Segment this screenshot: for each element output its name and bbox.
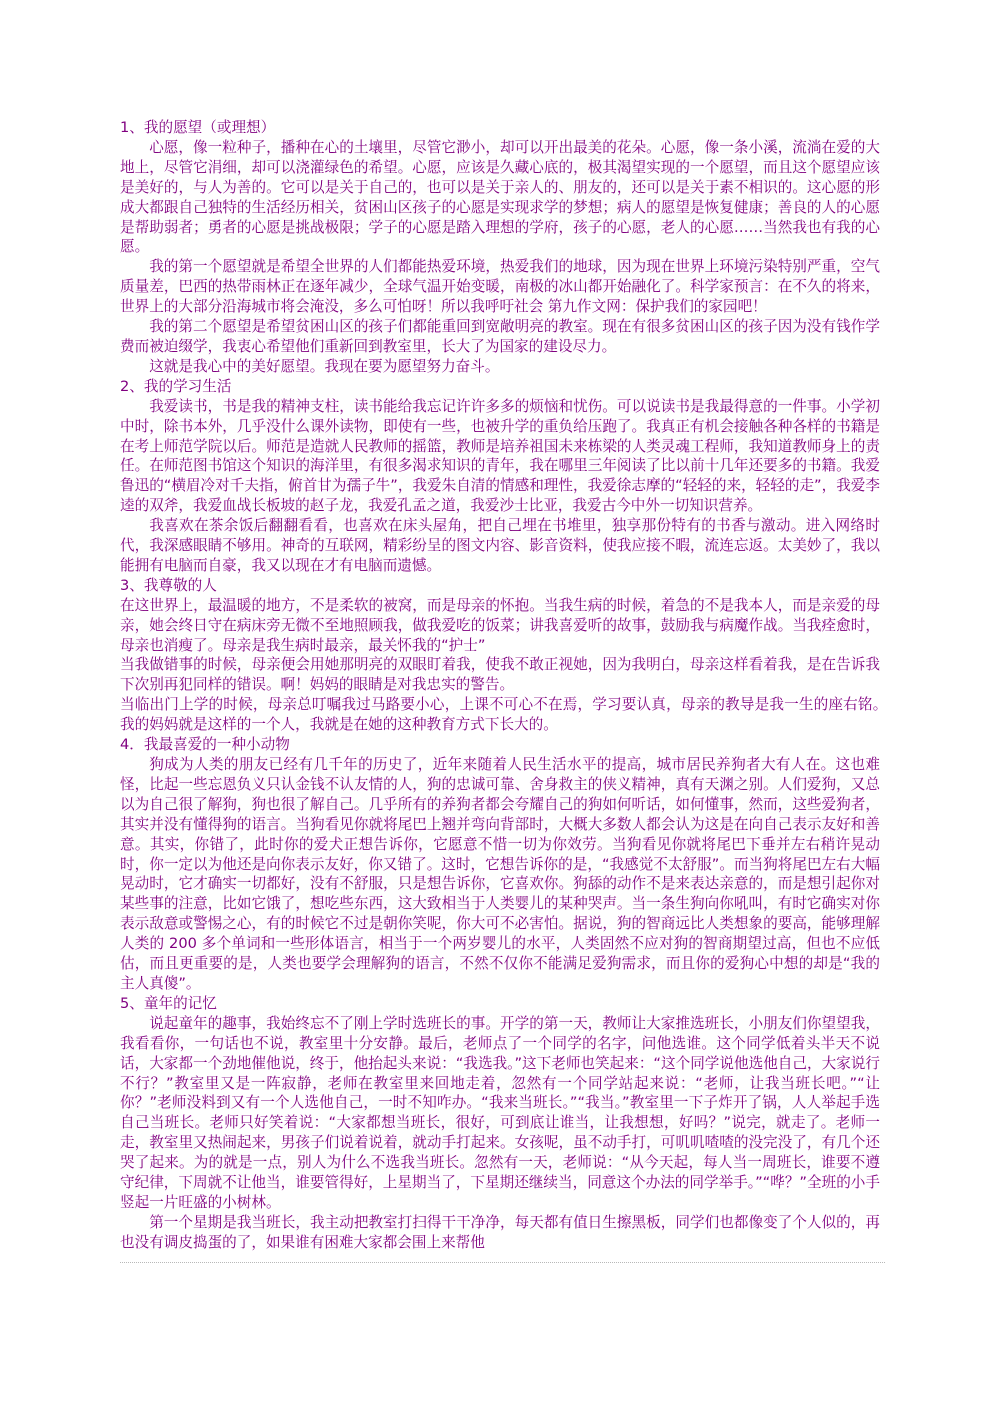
paragraph: 我的第二个愿望是希望贫困山区的孩子们都能重回到宽敞明亮的教室。现在有很多贫困山区的孩子因为没有钱作学费而被迫缀学，我衷心希望他们重新回到教室里，长大了为国家的建设尽力。 [120, 318, 880, 355]
section-heading: 3、我尊敬的人 [120, 576, 217, 594]
page-divider [120, 1262, 885, 1263]
section-wish [120, 118, 880, 377]
paragraph: 狗成为人类的朋友已经有几千年的历史了，近年来随着人民生活水平的提高，城市居民养狗者大有人在。这也难怪，比起一些忘恩负义只认金钱不认友情的人，狗的忠诚可靠、舍身救主的侠义精神，真有天渊之别。人们爱狗，又总以为自己很了解狗，狗也很了解自己。几乎所有的养狗者都会夸耀自己的狗如何听话，如何懂事，然而，这些爱狗者，其实并没有懂得狗的语言。当狗看见你就将尾巴上翘并弯向背部时，大概大多数人都会认为这是在向自己表示友好和善意。其实，你错了，此时你的爱犬正想告诉你，它愿意不惜一切为你效劳。当狗看见你就将尾巴下垂并左右稍许晃动时，你一定以为他还是向你表示友好，你又错了。这时，它想告诉你的是，“我感觉不太舒服”。而当狗将尾巴左右大幅晃动时，它才确实一切都好，没有不舒服，只是想告诉你，它喜欢你。狗舔的动作不是来表达亲意的，而是想引起你对某些事的注意，比如它饿了，想吃些东西，这大致相当于人类婴儿的某种哭声。当一条生狗向你吼叫，有时它确实对你表示敌意或警惕之心，有的时候它不过是朝你笑呢，你大可不必害怕。据说，狗的智商远比人类想象的要高，能够理解人类的 200 多个单词和一些形体语言，相当于一个两岁婴儿的水平，人类固然不应对狗的智商期望过高，但也不应低估，而且更重要的是，人类也要学会理解狗的语言，不然不仅你不能满足爱狗需求，而且你的爱狗心中想的却是“我的主人真傻”。 [120, 756, 880, 992]
section-heading: 1、我的愿望（或理想） [120, 119, 276, 136]
paragraph: 在这世界上，最温暖的地方，不是柔软的被窝，而是母亲的怀抱。当我生病的时候，着急的不是我本人，而是亲爱的母亲，她会终日守在病床旁无微不至地照顾我，做我爱吃的饭菜；讲我喜爱听的故事，鼓励我与病魔作战。当我痊愈时，母亲也消瘦了。母亲是我生病时最亲，最关怀我的“护士” [120, 596, 880, 654]
paragraph: 当我做错事的时候，母亲便会用她那明亮的双眼盯着我，使我不敢正视她，因为我明白，母亲这样看着我，是在告诉我下次别再犯同样的错误。啊！妈妈的眼睛是对我忠实的警告。 [120, 656, 880, 694]
section-study-life [120, 377, 880, 576]
essay-document [120, 118, 895, 1253]
section-heading: 4．我最喜爱的一种小动物 [120, 736, 290, 754]
paragraph: 第一个星期是我当班长，我主动把教室打扫得干干净净，每天都有值日生擦黑板，同学们也都像变了个人似的，再也没有调皮捣蛋的了，如果谁有困难大家都会围上来帮他 [120, 1213, 880, 1251]
paragraph: 说起童年的趣事，我始终忘不了刚上学时选班长的事。开学的第一天，教师让大家推选班长，小朋友们你望望我，我看看你，一句话也不说，教室里十分安静。最后，老师点了一个同学的名字，问他选谁。这个同学低着头半天不说话，大家都一个劲地催他说，终于，他抬起头来说：“我选我。”这下老师也笑起来：“这个同学说他选他自己，大家说行不行？”教室里又是一阵寂静，老师在教室里来回地走着，忽然有一个同学站起来说：“老师，让我当班长吧。”“让你？”老师没料到又有一个人选他自己，一时不知咋办。“我来当班长。”“我当。”教室里一下子炸开了锅，人人举起手选自己当班长。老师只好笑着说：“大家都想当班长，很好，可到底让谁当，让我想想，好吗？”说完，就走了。老师一走，教室里又热闹起来，男孩子们说着说着，就动手打起来。女孩呢，虽不动手打，可叽叽喳喳的没完没了，有几个还哭了起来。为的就是一点，别人为什么不选我当班长。忽然有一天，老师说：“从今天起，每人当一周班长，谁要不遵守纪律，下周就不让他当，谁要管得好，上星期当了，下星期还继续当，同意这个办法的同学举手。”“哗？”全班的小手竖起一片旺盛的小树林。 [120, 1014, 880, 1211]
paragraph: 心愿，像一粒种子，播种在心的土壤里，尽管它渺小，却可以开出最美的花朵。心愿，像一条小溪，流淌在爱的大地上，尽管它涓细，却可以浇灌绿色的希望。心愿，应该是久藏心底的，极其渴望实现的一个愿望，而且这个愿望应该是美好的，与人为善的。它可以是关于自己的，也可以是关于亲人的、朋友的，还可以是关于素不相识的。这心愿的形成大都跟自己独特的生活经历相关，贫困山区孩子的心愿是实现求学的梦想；病人的愿望是恢复健康；善良的人的心愿是帮助弱者；勇者的心愿是挑战极限；学子的心愿是踏入理想的学府，孩子的心愿，老人的心愿……当然我也有我的心愿。 [120, 138, 880, 256]
section-childhood-memory [120, 994, 880, 1253]
paragraph: 我喜欢在茶余饭后翻翻看看，也喜欢在床头屋角，把自己埋在书堆里，独享那份特有的书香与激动。进入网络时代，我深感眼睛不够用。神奇的互联网，精彩纷呈的图文内容、影音资料，使我应接不暇，流连忘返。太美妙了，我以能拥有电脑而自豪，我又以现在才有电脑而遗憾。 [120, 517, 880, 574]
section-heading: 2、我的学习生活 [120, 377, 232, 395]
paragraph: 当临出门上学的时候，母亲总叮嘱我过马路要小心，上课不可心不在焉，学习要认真，母亲的教导是我一生的座右铭。 我的妈妈就是这样的一个人，我就是在她的这种教育方式下长大的。 [120, 696, 895, 734]
section-favorite-animal [120, 735, 880, 994]
section-heading: 5、童年的记忆 [120, 994, 217, 1012]
paragraph: 我爱读书，书是我的精神支柱，读书能给我忘记许许多多的烦恼和忧伤。可以说读书是我最得意的一件事。小学初中时，除书本外，几乎没什么课外读物，即使有一些，也被升学的重负给压跑了。我真正有机会接触各种各样的书籍是在考上师范学院以后。师范是造就人民教师的摇篮，教师是培养祖国未来栋梁的人类灵魂工程师，我知道教师身上的责任。在师范图书馆这个知识的海洋里，有很多渴求知识的青年，我在哪里三年阅读了比以前十几年还要多的书籍。我爱鲁迅的“横眉冷对千夫指，俯首甘为孺子牛”，我爱朱自清的情感和理性，我爱徐志摩的“轻轻的来，轻轻的走”，我爱李逵的双斧，我爱血战长板坡的赵子龙，我爱孔孟之道，我爱沙士比亚，我爱古今中外一切知识营养。 [120, 397, 880, 515]
section-respected-person [120, 576, 895, 735]
paragraph: 我的第一个愿望就是希望全世界的人们都能热爱环境，热爱我们的地球，因为现在世界上环境污染特别严重，空气质量差，巴西的热带雨林正在逐年减少，全球气温开始变暖，南极的冰山都开始融化了。科学家预言：在不久的将来，世界上的大部分沿海城市将会淹没，多么可怕呀！所以我呼吁社会 第九作文网：保护我们的家园吧！ [120, 258, 880, 316]
paragraph: 这就是我心中的美好愿望。我现在要为愿望努力奋斗。 [149, 357, 500, 375]
